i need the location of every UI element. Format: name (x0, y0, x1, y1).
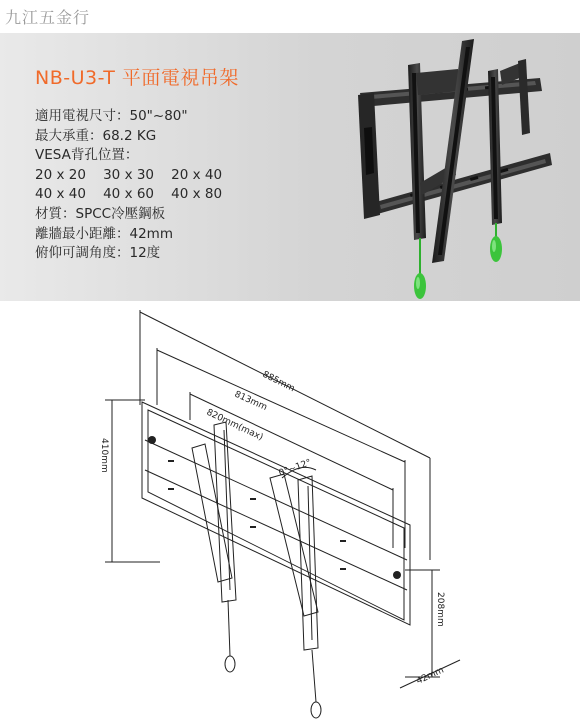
spec-material: 材質：SPCC冷壓鋼板 (35, 205, 166, 222)
spec-vesa-label: VESA背孔位置： (35, 147, 139, 164)
product-banner (0, 33, 580, 301)
spec-list (35, 107, 222, 264)
spec-wall-distance: 離牆最小距離：42mm (35, 225, 173, 242)
spec-tilt-angle: 俯仰可調角度：12度 (35, 245, 161, 262)
dim-820: 820mm(max) (204, 407, 265, 443)
product-title: NB-U3-T 平面電視吊架 (35, 67, 239, 89)
spec-vesa-row-2: 40 x 40 40 x 60 40 x 80 (35, 186, 223, 203)
brand-header: 九江五金行 (5, 8, 91, 27)
spec-max-load: 最大承重：68.2 KG (35, 127, 157, 144)
dim-42: 42mm (415, 665, 446, 687)
dimension-drawing (90, 300, 580, 720)
product-photo (350, 33, 580, 301)
dim-410: 410mm (99, 438, 109, 473)
dim-tilt: 0°~12° (277, 457, 313, 479)
dim-813: 813mm (232, 389, 269, 414)
spec-vesa-row-1: 20 x 20 30 x 30 20 x 40 (35, 166, 223, 183)
dim-885: 885mm (260, 369, 297, 395)
spec-screen-size: 適用電視尺寸：50"~80" (35, 108, 188, 124)
dim-208: 208mm (435, 592, 445, 627)
